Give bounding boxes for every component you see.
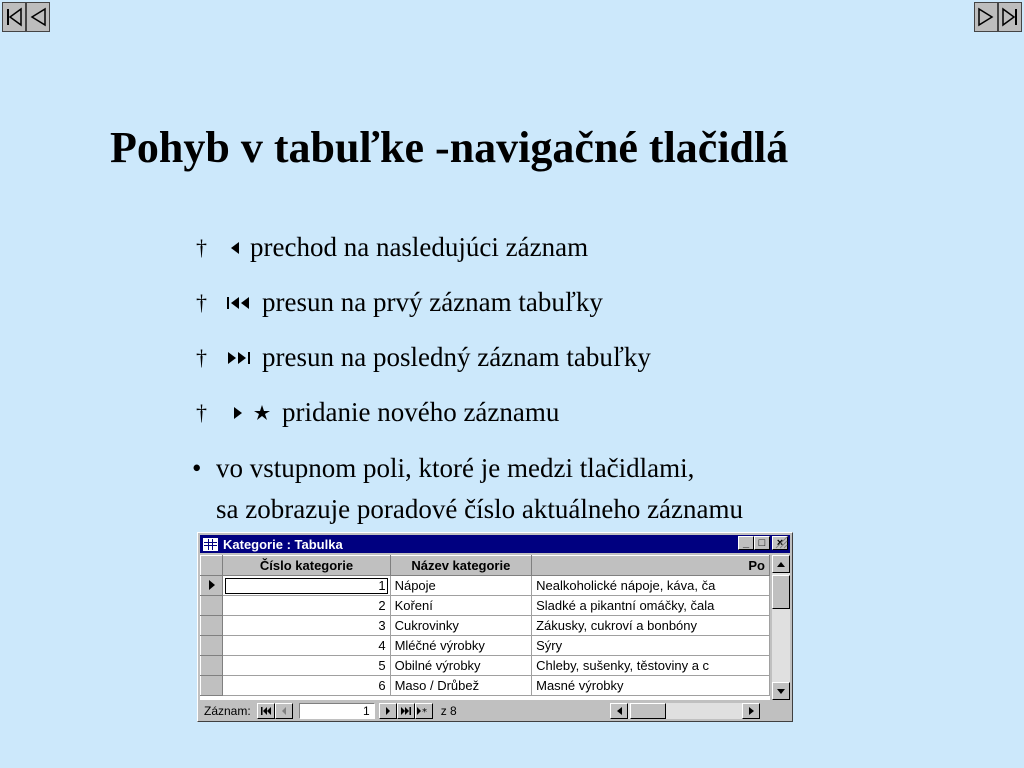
dagger-bullet-icon: †	[196, 344, 207, 370]
horizontal-scrollbar[interactable]	[610, 703, 760, 719]
window-title: Kategorie : Tabulka	[223, 536, 343, 552]
cell-description[interactable]: Nealkoholické nápoje, káva, ča	[532, 576, 770, 596]
bullet-text: presun na posledný záznam tabuľky	[262, 342, 651, 372]
records-table	[200, 555, 770, 696]
arrow-up-icon	[777, 562, 785, 567]
table-row[interactable]	[201, 596, 770, 616]
column-header[interactable]: Po	[532, 556, 770, 576]
cell-name[interactable]: Cukrovinky	[390, 616, 532, 636]
next-record-button[interactable]	[379, 703, 397, 719]
close-button[interactable]: ×	[772, 536, 788, 550]
first-slide-icon	[5, 6, 23, 28]
bullet-text: presun na prvý záznam tabuľky	[262, 287, 603, 317]
select-all-corner[interactable]	[201, 556, 223, 576]
cell-description[interactable]: Chleby, sušenky, těstoviny a c	[532, 656, 770, 676]
cell-description[interactable]: Sladké a pikantní omáčky, čala	[532, 596, 770, 616]
cell-name[interactable]: Mléčné výrobky	[390, 636, 532, 656]
current-record-input[interactable]: 1	[299, 703, 375, 719]
bullet-text: pridanie nového záznamu	[282, 397, 560, 427]
last-slide-icon	[1001, 6, 1019, 28]
table-icon	[203, 538, 218, 551]
last-record-button[interactable]	[397, 703, 415, 719]
current-record-icon	[208, 580, 216, 590]
first-record-icon	[226, 295, 252, 311]
first-slide-button[interactable]	[2, 2, 26, 32]
record-label: Záznam:	[204, 704, 251, 718]
table-row[interactable]	[201, 576, 770, 596]
dagger-bullet-icon: †	[196, 289, 207, 315]
first-record-icon	[261, 707, 271, 715]
next-record-icon	[230, 241, 240, 255]
datasheet-grid	[200, 555, 770, 700]
slide-title: Pohyb v tabuľke -navigačné tlačidlá	[110, 123, 789, 172]
first-record-button[interactable]	[257, 703, 275, 719]
arrow-left-icon	[617, 707, 622, 715]
next-slide-icon	[977, 6, 995, 28]
minimize-button[interactable]: _	[738, 536, 754, 550]
bullet-next-record	[196, 232, 588, 263]
new-record-button[interactable]	[415, 703, 433, 719]
slide-nav-right	[974, 2, 1022, 32]
bullet-last-record	[196, 342, 651, 373]
record-navigation-bar	[200, 702, 790, 720]
last-slide-button[interactable]	[998, 2, 1022, 32]
cell-name[interactable]: Nápoje	[390, 576, 532, 596]
vertical-scrollbar[interactable]	[772, 555, 790, 700]
column-header[interactable]: Číslo kategorie	[223, 556, 390, 576]
previous-record-icon	[281, 707, 287, 715]
new-record-icon	[232, 405, 272, 421]
last-record-icon	[226, 350, 252, 366]
cell-number[interactable]: 6	[223, 676, 390, 696]
dot-bullet-icon: •	[192, 453, 202, 483]
table-row[interactable]	[201, 656, 770, 676]
cell-number[interactable]: 2	[223, 596, 390, 616]
maximize-button[interactable]: □	[754, 536, 770, 550]
cell-name[interactable]: Koření	[390, 596, 532, 616]
resize-grip-icon[interactable]	[772, 533, 790, 551]
dot-bullet-line1	[192, 453, 694, 484]
scroll-down-button[interactable]	[772, 682, 790, 700]
hscroll-thumb[interactable]	[630, 703, 666, 719]
bullet-first-record	[196, 287, 603, 318]
previous-slide-button[interactable]	[26, 2, 50, 32]
scroll-left-button[interactable]	[610, 703, 628, 719]
record-selector[interactable]	[201, 576, 223, 596]
previous-slide-icon	[29, 6, 47, 28]
bullet-text: prechod na nasledujúci záznam	[250, 232, 589, 262]
dot-bullet-line2: sa zobrazuje poradové číslo aktuálneho záznamu	[216, 494, 744, 524]
cell-number[interactable]: 4	[223, 636, 390, 656]
window-titlebar[interactable]	[200, 535, 790, 553]
cell-number[interactable]: 1	[223, 576, 390, 596]
dagger-bullet-icon: †	[196, 399, 207, 425]
cell-description[interactable]: Masné výrobky	[532, 676, 770, 696]
scroll-right-button[interactable]	[742, 703, 760, 719]
arrow-right-icon	[749, 707, 754, 715]
column-header[interactable]: Název kategorie	[390, 556, 532, 576]
scroll-thumb[interactable]	[772, 575, 790, 609]
svg-text:*: *	[421, 707, 427, 715]
header-row	[201, 556, 770, 576]
table-row[interactable]	[201, 636, 770, 656]
datasheet-window	[197, 532, 793, 722]
record-selector[interactable]	[201, 676, 223, 696]
dot-bullet-text: vo vstupnom poli, ktoré je medzi tlačidlami,	[216, 453, 695, 483]
cell-number[interactable]: 3	[223, 616, 390, 636]
record-selector[interactable]	[201, 636, 223, 656]
cell-name[interactable]: Obilné výrobky	[390, 656, 532, 676]
last-record-icon	[401, 707, 411, 715]
record-selector[interactable]	[201, 596, 223, 616]
table-row[interactable]	[201, 616, 770, 636]
new-record-icon	[417, 707, 431, 715]
table-row[interactable]	[201, 676, 770, 696]
cell-description[interactable]: Sýry	[532, 636, 770, 656]
record-selector[interactable]	[201, 656, 223, 676]
cell-name[interactable]: Maso / Drůbež	[390, 676, 532, 696]
next-slide-button[interactable]	[974, 2, 998, 32]
next-record-icon	[385, 707, 391, 715]
bullet-new-record	[196, 397, 559, 428]
record-total: z 8	[440, 704, 457, 718]
previous-record-button[interactable]	[275, 703, 293, 719]
cell-number[interactable]: 5	[223, 656, 390, 676]
record-selector[interactable]	[201, 616, 223, 636]
scroll-up-button[interactable]	[772, 555, 790, 573]
slide-nav-left	[2, 2, 50, 32]
dagger-bullet-icon: †	[196, 234, 207, 260]
cell-description[interactable]: Zákusky, cukroví a bonbóny	[532, 616, 770, 636]
arrow-down-icon	[777, 689, 785, 694]
